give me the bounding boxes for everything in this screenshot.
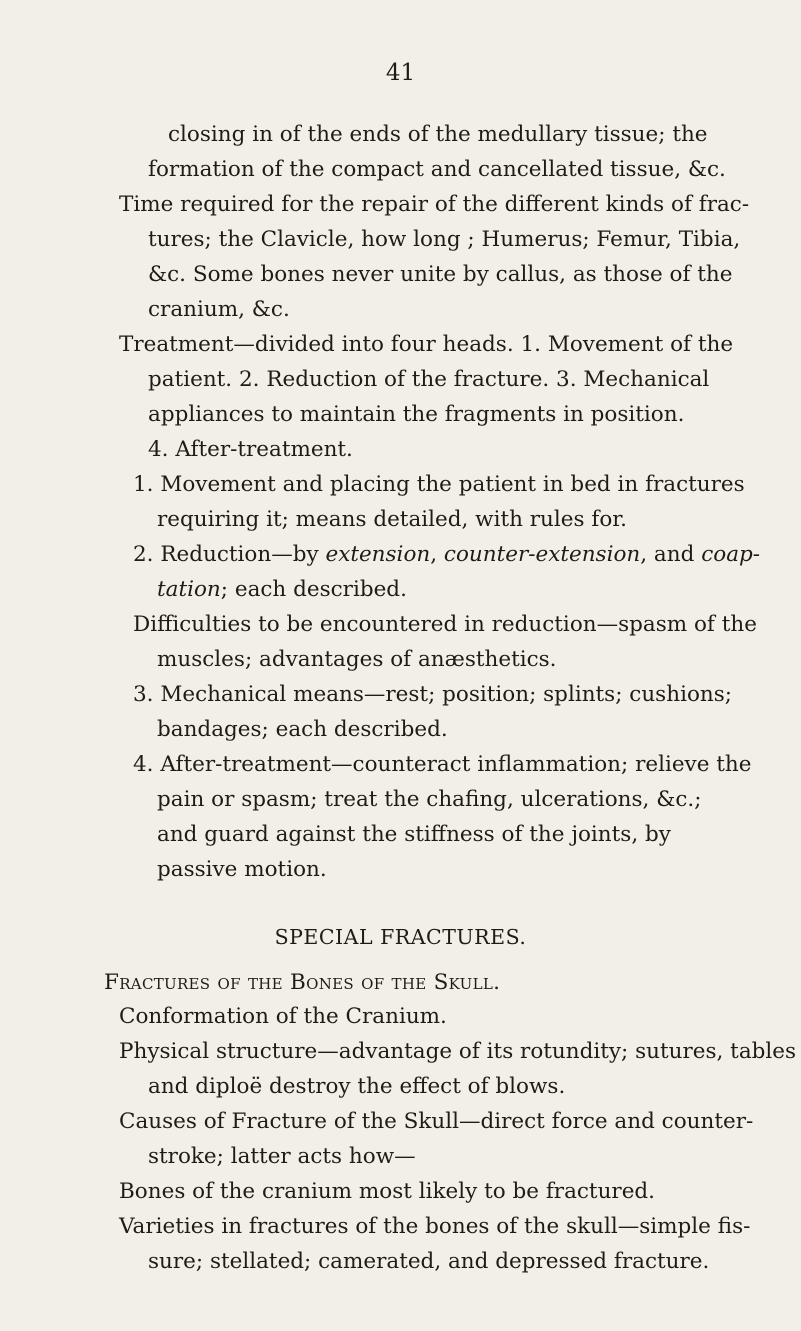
- text-line: 3. Mechanical means—rest; position; splints; cushions;: [133, 682, 733, 707]
- text-span: ,: [430, 542, 444, 567]
- text-line: bandages; each described.: [157, 717, 448, 742]
- text-line: &c. Some bones never unite by callus, as those of the: [148, 262, 733, 287]
- italic-term: extension: [325, 542, 431, 567]
- text-line: requiring it; means detailed, with rules for.: [157, 507, 628, 532]
- text-line: pain or spasm; treat the chafing, ulcerations, &c.;: [157, 787, 702, 812]
- text-line: 4. After-treatment—counteract inflammation; relieve the: [133, 752, 752, 777]
- text-line: Difficulties to be encountered in reduction—spasm of the: [133, 612, 757, 637]
- text-line: closing in of the ends of the medullary tissue; the: [168, 122, 708, 147]
- text-line: muscles; advantages of anæsthetics.: [157, 647, 557, 672]
- text-line: Time required for the repair of the different kinds of frac-: [119, 192, 750, 217]
- text-span: ; each described.: [220, 577, 407, 602]
- italic-term: coap-: [701, 542, 761, 567]
- italic-term: tation: [157, 577, 221, 602]
- text-line: 1. Movement and placing the patient in bed in fractures: [133, 472, 745, 497]
- text-line: patient. 2. Reduction of the fracture. 3. Mechanical: [148, 367, 710, 392]
- text-line: [157, 575, 407, 605]
- text-line: and guard against the stiffness of the joints, by: [157, 822, 671, 847]
- text-line: Conformation of the Cranium.: [119, 1004, 447, 1029]
- text-line: passive motion.: [157, 857, 327, 882]
- text-span: 2. Reduction—by: [133, 542, 326, 567]
- text-line: sure; stellated; camerated, and depressed fracture.: [148, 1249, 710, 1274]
- text-line: 4. After-treatment.: [148, 437, 353, 462]
- text-line: formation of the compact and cancellated tissue, &c.: [148, 157, 726, 182]
- text-line: Treatment—divided into four heads. 1. Movement of the: [119, 332, 734, 357]
- page-number: 41: [385, 60, 416, 86]
- text-line: [133, 540, 760, 570]
- text-line: Bones of the cranium most likely to be fractured.: [119, 1179, 656, 1204]
- text-line: stroke; latter acts how—: [148, 1144, 416, 1169]
- text-line: tures; the Clavicle, how long ; Humerus; Femur, Tibia,: [148, 227, 741, 252]
- text-line: appliances to maintain the fragments in position.: [148, 402, 685, 427]
- italic-term: counter-extension: [443, 542, 641, 567]
- text-span: , and: [640, 542, 702, 567]
- text-line: Varieties in fractures of the bones of the skull—simple fis-: [119, 1214, 751, 1239]
- text-line: and diploë destroy the effect of blows.: [148, 1074, 566, 1099]
- text-line: Causes of Fracture of the Skull—direct force and counter-: [119, 1109, 754, 1134]
- subsection-heading: Fractures of the Bones of the Skull.: [104, 970, 501, 995]
- section-heading: SPECIAL FRACTURES.: [274, 925, 527, 949]
- text-line: cranium, &c.: [148, 297, 290, 322]
- text-line: Physical structure—advantage of its rotundity; sutures, tables: [119, 1039, 797, 1064]
